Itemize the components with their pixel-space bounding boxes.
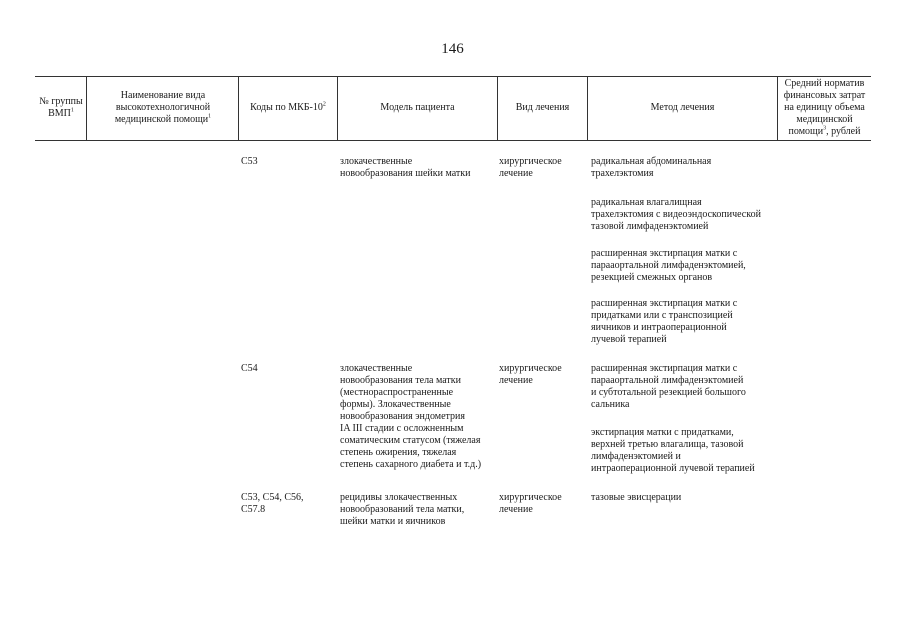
row-patient-model: рецидивы злокачественных новообразований тела матки, шейки матки и яичников	[340, 492, 465, 527]
header-care-name: Наименование вида высокотехнологичной медицинской помощи$^1$	[114, 90, 212, 125]
row-patient-model: злокачественные новообразования тела матки (местнораспространенные формы). Злокачественные новообразования эндометрия IA III стадии с осложненным соматическим статусом (тяжелая степень ожирения, тяжелая степень сахарного диабета и т.д.)	[340, 363, 482, 470]
row-treatment-method: расширенная экстирпация матки с парааортальной лимфаденэктомией и субтотальной резекцией большого сальника	[591, 363, 746, 410]
header-patient-model: Модель пациента	[380, 102, 455, 113]
row-treatment-method: радикальная влагалищная трахелэктомия с видеоэндоскопической тазовой лимфаденэктомией	[591, 197, 761, 232]
header-group-no: № группы ВМП$^1$	[39, 96, 83, 119]
header-treatment-method: Метод лечения	[650, 102, 715, 113]
header-icd-codes: Коды по МКБ-$10^2$	[250, 101, 326, 113]
header-treatment-type: Вид лечения	[515, 102, 570, 113]
row-treatment-type: хирургическое лечение	[499, 492, 562, 515]
row-treatment-method: экстирпация матки с придатками, верхней третью влагалища, тазовой лимфаденэктомией и интраоперационной лучевой терапией	[591, 427, 755, 474]
row-treatment-method: радикальная абдоминальная трахелэктомия	[591, 156, 712, 179]
row-icd-code: C54	[241, 363, 258, 374]
row-treatment-type: хирургическое лечение	[499, 156, 562, 179]
header-avg-cost: Средний норматив финансовых затрат на единицу объема медицинской помощи$^3$, рублей	[783, 78, 866, 137]
page-number: 146	[441, 41, 464, 57]
row-treatment-method: расширенная экстирпация матки с парааортальной лимфаденэктомией, резекцией смежных органов	[591, 248, 746, 283]
header-bottom-rule	[35, 140, 871, 141]
row-icd-code: C53, C54, C56, C57.8	[241, 492, 304, 515]
column-divider	[86, 76, 87, 140]
row-treatment-method: тазовые эвисцерации	[591, 492, 682, 503]
row-patient-model: злокачественные новообразования шейки матки	[340, 156, 471, 179]
row-treatment-type: хирургическое лечение	[499, 363, 562, 386]
row-icd-code: C53	[241, 156, 258, 167]
row-treatment-method: расширенная экстирпация матки с придатками или с транспозицией яичников и интраоперационной лучевой терапией	[591, 298, 738, 345]
